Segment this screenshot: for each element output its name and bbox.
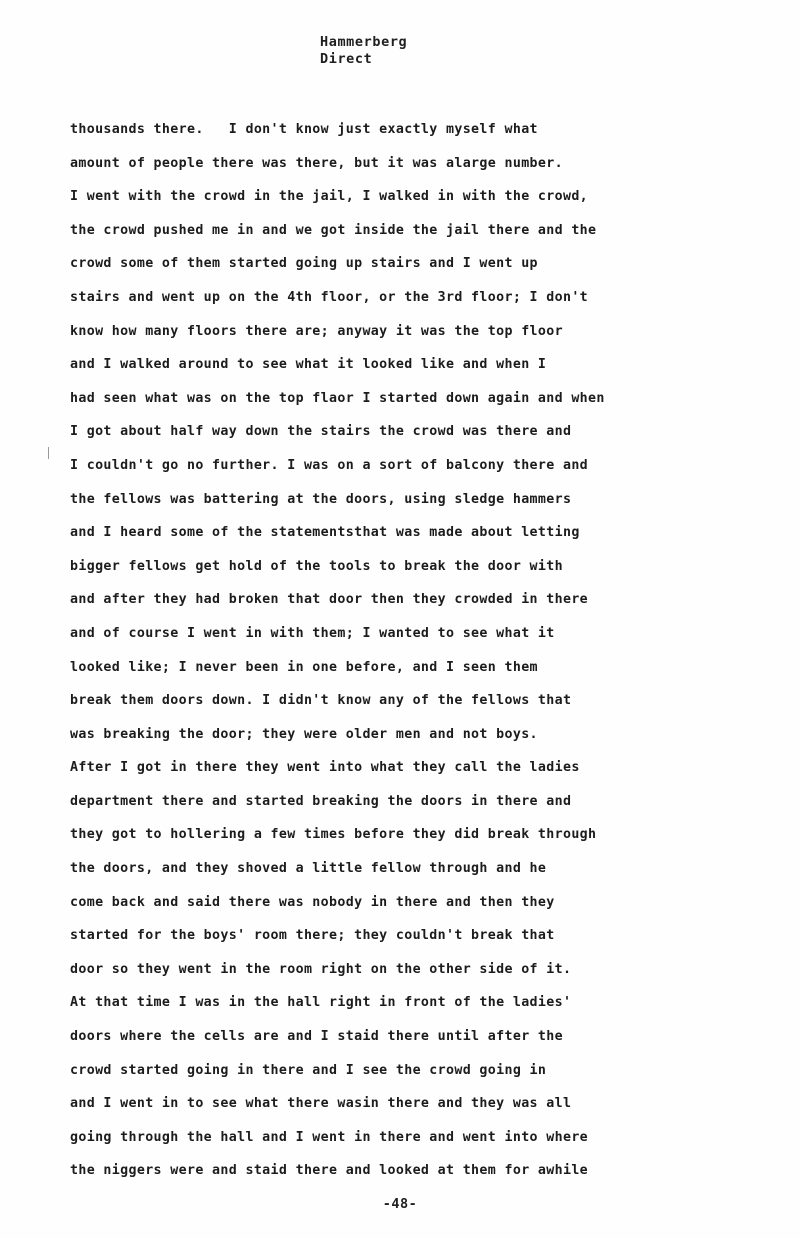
- transcript-line: they got to hollering a few times before they did break through: [70, 827, 597, 843]
- page-header: [0, 34, 800, 68]
- transcript-line: had seen what was on the top flaor I started down again and when: [70, 390, 605, 406]
- transcript-line: know how many floors there are; anyway it was the top floor: [70, 323, 563, 339]
- transcript-line: I couldn't go no further. I was on a sort of balcony there and: [70, 457, 589, 473]
- transcript-line: and I walked around to see what it looked like and when I: [70, 357, 547, 373]
- transcript-line: break them doors down. I didn't know any of the fellows that: [70, 693, 572, 709]
- header-witness-name: Hammerberg: [320, 34, 408, 50]
- transcript-line: looked like; I never been in one before, and I seen them: [70, 659, 538, 675]
- transcript-line: stairs and went up on the 4th floor, or the 3rd floor; I don't: [70, 289, 589, 305]
- margin-tick-mark: [48, 447, 49, 459]
- transcript-line: department there and started breaking the doors in there and: [70, 793, 572, 809]
- transcript-line: thousands there. I don't know just exactly myself what: [70, 122, 538, 137]
- transcript-line: the crowd pushed me in and we got inside the jail there and the: [70, 222, 597, 238]
- transcript-line: I went with the crowd in the jail, I walked in with the crowd,: [70, 189, 589, 205]
- transcript-line: crowd some of them started going up stairs and I went up: [70, 256, 538, 272]
- transcript-line: doors where the cells are and I staid there until after the: [70, 1029, 563, 1045]
- transcript-line: After I got in there they went into what they call the ladies: [70, 760, 580, 776]
- transcript-line: was breaking the door; they were older men and not boys.: [70, 726, 538, 742]
- page-number: -48-: [382, 1196, 418, 1212]
- transcript-line: the niggers were and staid there and looked at them for awhile: [70, 1163, 589, 1179]
- transcript-line: I got about half way down the stairs the crowd was there and: [70, 424, 572, 440]
- transcript-line: going through the hall and I went in there and went into where: [70, 1129, 589, 1145]
- transcript-line: come back and said there was nobody in there and then they: [70, 894, 555, 910]
- transcript-line: At that time I was in the hall right in front of the ladies': [70, 995, 572, 1011]
- transcript-line: the doors, and they shoved a little fellow through and he: [70, 861, 547, 877]
- transcript-line: and after they had broken that door then they crowded in there: [70, 592, 589, 608]
- transcript-line: amount of people there was there, but it was alarge number.: [70, 155, 563, 171]
- transcript-line: and I heard some of the statementsthat was made about letting: [70, 525, 580, 541]
- transcript-line: started for the boys' room there; they couldn't break that: [70, 928, 555, 944]
- transcript-body: [70, 113, 760, 1188]
- transcript-line: the fellows was battering at the doors, using sledge hammers: [70, 491, 572, 507]
- transcript-line: and I went in to see what there wasin there and they was all: [70, 1096, 572, 1112]
- transcript-line: crowd started going in there and I see the crowd going in: [70, 1062, 547, 1078]
- transcript-line: door so they went in the room right on the other side of it.: [70, 961, 572, 977]
- transcript-line: and of course I went in with them; I wanted to see what it: [70, 625, 555, 641]
- transcript-line: bigger fellows get hold of the tools to break the door with: [70, 558, 563, 574]
- header-examination-type: Direct: [320, 51, 373, 67]
